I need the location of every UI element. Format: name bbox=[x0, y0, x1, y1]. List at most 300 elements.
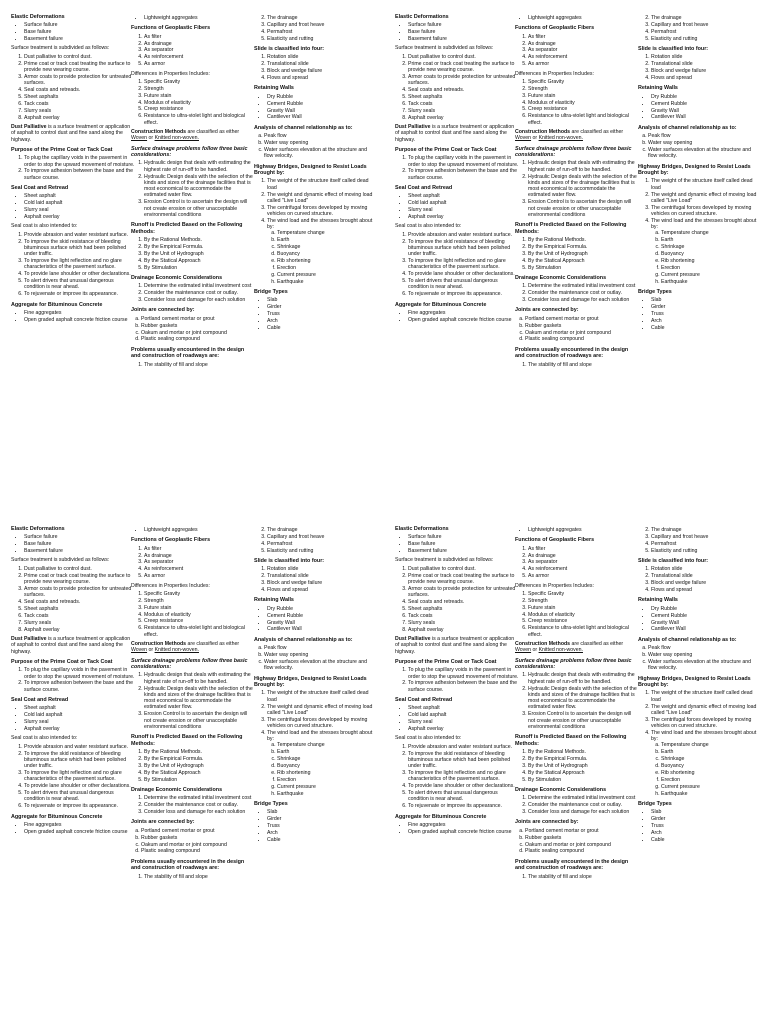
list-item bbox=[144, 777, 255, 783]
list-item bbox=[528, 553, 639, 559]
list-item-text: Gravity Wall bbox=[651, 619, 679, 626]
heading-aggregate: Aggregate for Bituminous Concrete bbox=[395, 813, 487, 820]
list-item-text: Cold laid asphalt bbox=[24, 200, 63, 207]
list-item-text: Dry Rubble bbox=[651, 605, 677, 612]
list-item-text: Rotation slide bbox=[651, 54, 683, 61]
list-item bbox=[144, 546, 255, 552]
list-item bbox=[144, 113, 255, 126]
list-item bbox=[267, 178, 374, 191]
seal-intended-intro: Seal coat is also intended to: bbox=[11, 735, 78, 742]
list-item bbox=[651, 823, 758, 829]
list-item bbox=[408, 803, 519, 809]
heading-surface-drainage: Surface drainage problems follow three basic considerations: bbox=[515, 145, 632, 158]
list-item-text: The weight and dynamic effect of moving load called "Live Load" bbox=[651, 191, 757, 204]
list-item-text: The stability of fill and slope bbox=[144, 361, 208, 368]
list-item bbox=[528, 749, 639, 755]
list-item-text: Oakum and mortar or joint compound bbox=[141, 841, 227, 848]
list-item bbox=[144, 297, 255, 303]
list-item: e. Rib shortening bbox=[661, 770, 758, 776]
list-item bbox=[528, 618, 639, 624]
list-item bbox=[24, 829, 135, 835]
heading-highway-bridges: Highway Bridges, Designed to Resist Loads Brought by: bbox=[254, 163, 367, 176]
list-item: e. Rib shortening bbox=[661, 258, 758, 264]
heading-drainage-economic: Drainage Economic Considerations bbox=[515, 786, 607, 793]
list-item bbox=[144, 527, 255, 533]
list-item-text: Lightweight aggregates bbox=[528, 527, 582, 533]
list-item bbox=[408, 705, 519, 711]
list-item bbox=[144, 566, 255, 572]
page-quadrant bbox=[0, 0, 384, 512]
list-item-text: By the Statical Approach bbox=[144, 769, 201, 776]
list-item-text: Future stain bbox=[528, 92, 556, 99]
list-item-text: As separator bbox=[144, 559, 174, 566]
list-item-text: Consider loss and damage for each solution bbox=[144, 809, 246, 816]
list-item-text: Gravity Wall bbox=[651, 107, 679, 114]
prime-coat-list bbox=[11, 667, 135, 693]
problems-list bbox=[131, 874, 255, 880]
list-item-text: Rubber gaskets bbox=[525, 322, 562, 329]
list-item bbox=[408, 627, 519, 633]
list-item-text: Provide abrasion and water resistant surface. bbox=[24, 231, 129, 238]
channel-analysis-list bbox=[254, 645, 374, 671]
list-item-text: Erosion Control is to ascertain the design will not create erosion or other unacceptable environmental conditions bbox=[144, 711, 248, 730]
list-item-text: Water way opening bbox=[264, 652, 309, 659]
column-1 bbox=[395, 526, 519, 838]
list-item bbox=[24, 620, 135, 626]
heading-slide: Slide is classified into four: bbox=[254, 557, 325, 564]
heading-channel-analysis: Analysis of channel relationship as to: bbox=[254, 124, 353, 131]
list-item-text: To provide lane shoulder or other declarations. bbox=[408, 271, 515, 278]
list-item-text: Slurry seals bbox=[24, 107, 52, 114]
list-item bbox=[24, 22, 135, 28]
heading-surface-drainage: Surface drainage problems follow three basic considerations: bbox=[515, 657, 632, 670]
list-item bbox=[408, 620, 519, 626]
list-item bbox=[651, 587, 758, 593]
list-item-text: Cantilever Wall bbox=[267, 626, 302, 633]
channel-analysis-list bbox=[254, 133, 374, 159]
list-item bbox=[651, 730, 758, 797]
elastic-list bbox=[395, 22, 519, 42]
list-item bbox=[408, 317, 519, 323]
list-item bbox=[24, 783, 135, 789]
list-item-text: Fine aggregates bbox=[408, 310, 446, 316]
seal-coat-list bbox=[11, 193, 135, 220]
list-item bbox=[144, 756, 255, 762]
list-item-text: As armor bbox=[528, 573, 550, 580]
heading-joints: Joints are connected by: bbox=[515, 819, 579, 826]
list-item bbox=[267, 690, 374, 703]
list-item bbox=[267, 548, 374, 554]
heading-channel-analysis: Analysis of channel relationship as to: bbox=[254, 636, 353, 643]
wind-stresses-list bbox=[267, 230, 374, 285]
list-item-text: Water way opening bbox=[648, 140, 693, 147]
bridge-types-list bbox=[638, 297, 758, 331]
list-item-text: Creep resistance bbox=[144, 618, 184, 625]
list-item-text: Cement Rubble bbox=[267, 612, 304, 619]
retaining-walls-list bbox=[254, 606, 374, 633]
list-item-text: By the Unit of Hydrograph bbox=[144, 250, 204, 257]
heading-seal-coat: Seal Coat and Retread bbox=[395, 696, 453, 703]
runoff-list bbox=[131, 237, 255, 271]
list-item bbox=[144, 244, 255, 250]
list-item bbox=[528, 174, 639, 199]
list-item bbox=[408, 155, 519, 168]
dust-palliative-term: Dust Palliative bbox=[395, 635, 431, 642]
list-item-text: Portland cement mortar or grout bbox=[141, 315, 215, 322]
list-item-text: Resistance to ultra-violet light and biological effect. bbox=[144, 625, 245, 638]
list-item-text: Girder bbox=[267, 816, 282, 823]
heading-aggregate: Aggregate for Bituminous Concrete bbox=[11, 813, 103, 820]
aggregate-list bbox=[395, 822, 519, 835]
heading-runoff: Runoff is Predicted Based on the Following Methods: bbox=[515, 222, 627, 235]
list-item bbox=[141, 330, 255, 336]
list-item-text: Asphalt overlay bbox=[408, 726, 444, 733]
list-item-text: Hydraulic Design deals with the selection of the kinds and sizes of the drainage facilities that is most economical to accommodate the estimated water flow. bbox=[144, 685, 253, 711]
list-item: a. Temperature change bbox=[661, 742, 758, 748]
list-item bbox=[651, 580, 758, 586]
list-item bbox=[651, 94, 758, 100]
list-item bbox=[267, 29, 374, 35]
heading-highway-bridges: Highway Bridges, Designed to Resist Loads Brought by: bbox=[638, 163, 751, 176]
list-item bbox=[525, 316, 639, 322]
knitted-text: Knitted non-woven. bbox=[538, 135, 583, 142]
list-item-text: Girder bbox=[651, 304, 666, 311]
column-3 bbox=[638, 526, 758, 846]
list-item bbox=[528, 79, 639, 85]
aggregate-list bbox=[11, 310, 135, 323]
list-item-text: Dust palliative to control dust. bbox=[408, 53, 476, 60]
prime-coat-list bbox=[395, 667, 519, 693]
list-item bbox=[24, 541, 135, 547]
woven-text: Woven bbox=[515, 135, 532, 142]
list-item-text: Base failure bbox=[408, 541, 436, 548]
list-item bbox=[528, 41, 639, 47]
list-item-text: Open graded asphalt concrete friction course bbox=[408, 828, 512, 835]
list-item bbox=[24, 258, 135, 271]
list-item bbox=[24, 548, 135, 554]
list-item-text: To rejuvenate or improve its appearance. bbox=[24, 291, 119, 298]
construction-methods-paragraph bbox=[131, 641, 255, 654]
list-item-text: Consider loss and damage for each solution bbox=[528, 809, 630, 816]
list-item bbox=[24, 726, 135, 732]
list-item bbox=[144, 763, 255, 769]
list-item-text: Dry Rubble bbox=[267, 93, 293, 100]
heading-seal-coat: Seal Coat and Retread bbox=[11, 184, 69, 191]
heading-joints: Joints are connected by: bbox=[131, 307, 195, 314]
heading-geoplastic-functions: Functions of Geoplastic Fibers bbox=[515, 25, 595, 32]
list-item-text: To plug the capillary voids in the pavement in order to stop the upward movement of moisture. bbox=[408, 155, 519, 168]
list-item bbox=[528, 86, 639, 92]
list-item bbox=[408, 36, 519, 42]
list-item-text: Slurry seals bbox=[408, 107, 436, 114]
list-item bbox=[408, 193, 519, 199]
list-item-text: Dry Rubble bbox=[267, 605, 293, 612]
list-item bbox=[408, 291, 519, 297]
list-item bbox=[24, 667, 135, 680]
elastic-list bbox=[11, 22, 135, 42]
column-3 bbox=[254, 526, 374, 846]
list-item bbox=[141, 842, 255, 848]
list-item: d. Buoyancy bbox=[277, 763, 374, 769]
column-3 bbox=[638, 14, 758, 334]
list-item-text: Hydraulic design that deals with estimating the highest rate of run-off to be handled. bbox=[528, 672, 635, 685]
list-item bbox=[24, 61, 135, 74]
list-item bbox=[24, 744, 135, 750]
heading-drainage-economic: Drainage Economic Considerations bbox=[515, 274, 607, 281]
list-item-text: Peak flow bbox=[264, 645, 287, 652]
list-item bbox=[264, 140, 374, 146]
construction-methods-term: Construction Methods bbox=[131, 128, 187, 135]
drainage-economic-list bbox=[515, 283, 639, 303]
list-item-text: Asphalt overlay bbox=[408, 214, 444, 221]
list-item bbox=[408, 573, 519, 586]
list-item-text: To plug the capillary voids in the pavement in order to stop the upward movement of moisture. bbox=[24, 667, 135, 680]
list-item bbox=[267, 75, 374, 81]
list-item bbox=[528, 258, 639, 264]
list-item-text: Asphalt overlay bbox=[24, 626, 60, 633]
geoplastic-functions-list bbox=[515, 34, 639, 68]
list-item bbox=[267, 22, 374, 28]
list-item-text: Tack coats bbox=[24, 612, 49, 619]
list-item-text: Translational slide bbox=[267, 61, 309, 68]
retaining-walls-list bbox=[254, 94, 374, 121]
differences-list bbox=[131, 591, 255, 638]
heading-runoff: Runoff is Predicted Based on the Following Methods: bbox=[131, 222, 243, 235]
list-item-text: As drainage bbox=[144, 552, 172, 559]
differences-list bbox=[131, 79, 255, 126]
list-item bbox=[267, 297, 374, 303]
list-item-text: As drainage bbox=[144, 40, 172, 47]
list-item-text: By the Rational Methods. bbox=[528, 236, 586, 243]
list-item bbox=[651, 809, 758, 815]
list-item-text: Cold laid asphalt bbox=[24, 712, 63, 719]
list-item bbox=[24, 680, 135, 693]
list-item bbox=[144, 573, 255, 579]
list-item bbox=[651, 816, 758, 822]
list-item: h. Earthquake bbox=[661, 279, 758, 285]
list-item bbox=[408, 87, 519, 93]
dust-palliative-text: is a surface treatment or application of asphalt to control dust and fine sand along the highway. bbox=[11, 123, 131, 143]
list-item bbox=[408, 599, 519, 605]
list-item-text: Arch bbox=[651, 830, 662, 837]
list-item bbox=[267, 823, 374, 829]
list-item bbox=[651, 205, 758, 218]
list-item-text: Basement failure bbox=[408, 548, 447, 555]
list-item-text: To alert drivers that unusual dangerous condition is near ahead. bbox=[408, 278, 498, 291]
list-item bbox=[528, 265, 639, 271]
list-item-text: Sheet asphalt bbox=[24, 705, 56, 712]
list-item bbox=[528, 362, 639, 368]
list-item bbox=[267, 613, 374, 619]
list-item bbox=[24, 94, 135, 100]
highway-bridges-list bbox=[638, 178, 758, 285]
list-item bbox=[24, 705, 135, 711]
list-item bbox=[24, 573, 135, 586]
heading-prime-coat: Purpose of the Prime Coat or Tack Coat bbox=[11, 146, 113, 153]
column-1 bbox=[395, 14, 519, 326]
list-item: h. Earthquake bbox=[277, 279, 374, 285]
list-item-text: As filter bbox=[528, 545, 546, 552]
list-item-text: Seal coats and retreads. bbox=[408, 87, 465, 94]
problems-continued-list bbox=[638, 15, 758, 42]
list-item-text: To improve the skid resistance of bleeding bituminous surface which had been polished under traffic. bbox=[408, 750, 511, 770]
lightweight-list bbox=[515, 527, 639, 533]
list-item bbox=[528, 711, 639, 730]
list-item bbox=[408, 207, 519, 213]
or-text: or bbox=[531, 135, 539, 142]
list-item bbox=[408, 94, 519, 100]
list-item-text: Resistance to ultra-violet light and biological effect. bbox=[528, 625, 629, 638]
surface-drainage-list bbox=[515, 672, 639, 730]
list-item bbox=[267, 541, 374, 547]
list-item bbox=[528, 54, 639, 60]
lightweight-list bbox=[131, 15, 255, 21]
list-item bbox=[528, 777, 639, 783]
seal-coat-list bbox=[11, 705, 135, 732]
list-item bbox=[144, 795, 255, 801]
list-item bbox=[408, 680, 519, 693]
list-item-text: Elasticity and rutting bbox=[651, 547, 698, 554]
heading-retaining-walls: Retaining Walls bbox=[254, 85, 294, 92]
heading-surface-drainage: Surface drainage problems follow three basic considerations: bbox=[131, 145, 248, 158]
list-item-text: Basement failure bbox=[24, 548, 63, 555]
list-item bbox=[651, 61, 758, 67]
list-item-text: Water surfaces elevation at the structure and flow velocity. bbox=[264, 146, 368, 160]
list-item-text: The centrifugal forces developed by moving vehicles on curved structure. bbox=[267, 204, 368, 217]
list-item-text: As armor bbox=[144, 61, 166, 68]
list-item bbox=[528, 573, 639, 579]
list-item-text: The weight of the structure itself called dead load bbox=[651, 690, 753, 703]
differences-intro: Differences in Properties Includes: bbox=[131, 582, 210, 589]
list-item bbox=[264, 659, 374, 672]
list-item-text: Asphalt overlay bbox=[408, 626, 444, 633]
heading-geoplastic-functions: Functions of Geoplastic Fibers bbox=[515, 537, 595, 544]
list-item-text: Cold laid asphalt bbox=[408, 200, 447, 207]
list-item-text: Portland cement mortar or grout bbox=[525, 827, 599, 834]
list-item-text: To alert drivers that unusual dangerous condition is near ahead. bbox=[24, 790, 114, 803]
list-item bbox=[408, 115, 519, 121]
list-item-text: Sheet asphalt bbox=[24, 193, 56, 200]
list-item bbox=[408, 168, 519, 181]
list-item bbox=[525, 835, 639, 841]
list-item bbox=[144, 749, 255, 755]
list-item-text: To improve the skid resistance of bleeding bituminous surface which had been polished under traffic. bbox=[408, 238, 511, 258]
knitted-text: Knitted non-woven. bbox=[154, 135, 199, 142]
list-item bbox=[267, 580, 374, 586]
list-item-text: To improve the skid resistance of bleeding bituminous surface which had been polished under traffic. bbox=[24, 750, 127, 770]
seal-intended-intro: Seal coat is also intended to: bbox=[395, 223, 462, 230]
heading-bridge-types: Bridge Types bbox=[254, 801, 288, 807]
list-item-text: The drainage bbox=[651, 527, 682, 533]
prime-coat-list bbox=[11, 155, 135, 181]
list-item bbox=[144, 874, 255, 880]
list-item bbox=[651, 620, 758, 626]
list-item bbox=[144, 199, 255, 218]
problems-list bbox=[131, 362, 255, 368]
prime-coat-list bbox=[395, 155, 519, 181]
list-item-text: Tack coats bbox=[408, 100, 433, 107]
list-item bbox=[408, 108, 519, 114]
list-item-text: As drainage bbox=[528, 40, 556, 47]
list-item bbox=[144, 362, 255, 368]
list-item-text: Dust palliative to control dust. bbox=[24, 565, 92, 572]
heading-seal-coat: Seal Coat and Retread bbox=[11, 696, 69, 703]
list-item-text: Water way opening bbox=[264, 140, 309, 147]
list-item bbox=[267, 620, 374, 626]
list-item bbox=[24, 232, 135, 238]
list-item bbox=[267, 218, 374, 285]
list-item bbox=[267, 626, 374, 632]
list-item: g. Current pressure bbox=[277, 784, 374, 790]
list-item-text: Lightweight aggregates bbox=[144, 527, 198, 533]
or-text: or bbox=[531, 647, 539, 654]
page-quadrant bbox=[384, 512, 768, 1024]
construction-methods-paragraph bbox=[131, 129, 255, 142]
list-item bbox=[144, 79, 255, 85]
surface-treatment-list bbox=[11, 566, 135, 633]
list-item bbox=[528, 591, 639, 597]
list-item-text: To plug the capillary voids in the pavement in order to stop the upward movement of moisture. bbox=[24, 155, 135, 168]
list-item-text: Arch bbox=[267, 318, 278, 325]
list-item bbox=[528, 612, 639, 618]
list-item bbox=[408, 770, 519, 783]
list-item-text: Block and wedge failure bbox=[267, 68, 323, 75]
list-item bbox=[651, 297, 758, 303]
list-item-text: Lightweight aggregates bbox=[528, 15, 582, 21]
heading-runoff: Runoff is Predicted Based on the Following Methods: bbox=[131, 734, 243, 747]
drainage-economic-list bbox=[515, 795, 639, 815]
list-item-text: Hydraulic design that deals with estimating the highest rate of run-off to be handled. bbox=[144, 672, 251, 685]
list-item-text: The wind load and the stresses brought about by: bbox=[267, 729, 373, 743]
list-item bbox=[528, 34, 639, 40]
heading-drainage-economic: Drainage Economic Considerations bbox=[131, 274, 223, 281]
heading-retaining-walls: Retaining Walls bbox=[638, 85, 678, 92]
list-item bbox=[648, 652, 758, 658]
list-item bbox=[648, 133, 758, 139]
heading-problems: Problems usually encountered in the design and construction of roadways are: bbox=[515, 858, 629, 872]
list-item-text: Slurry seal bbox=[24, 207, 49, 214]
heading-prime-coat: Purpose of the Prime Coat or Tack Coat bbox=[11, 658, 113, 665]
list-item bbox=[24, 599, 135, 605]
list-item-text: Consider loss and damage for each solution bbox=[528, 297, 630, 304]
list-item-text: Oakum and mortar or joint compound bbox=[525, 841, 611, 848]
list-item-text: Rubber gaskets bbox=[525, 834, 562, 841]
surface-treatment-intro: Surface treatment is subdivided as follows: bbox=[395, 557, 494, 564]
list-item-text: Water surfaces elevation at the structure and flow velocity. bbox=[648, 658, 752, 672]
list-item-text: Consider the maintenance cost or outlay. bbox=[144, 290, 238, 297]
list-item bbox=[24, 74, 135, 87]
list-item-text: Sheet asphalts bbox=[24, 93, 59, 100]
list-item-text: Flows and spread bbox=[651, 587, 692, 594]
list-item-text: By Stimulation bbox=[528, 264, 562, 271]
list-item-text: Arch bbox=[267, 830, 278, 837]
list-item bbox=[651, 626, 758, 632]
heading-runoff: Runoff is Predicted Based on the Following Methods: bbox=[515, 734, 627, 747]
list-item bbox=[264, 133, 374, 139]
list-item-text: Modulus of elasticity bbox=[144, 611, 191, 618]
list-item-text: To improve adhesion between the base and the surface course. bbox=[24, 680, 134, 693]
list-item bbox=[144, 598, 255, 604]
dust-palliative-text: is a surface treatment or application of asphalt to control dust and fine sand along the highway. bbox=[395, 635, 515, 655]
list-item-text: Modulus of elasticity bbox=[144, 99, 191, 106]
list-item bbox=[267, 54, 374, 60]
list-item bbox=[651, 101, 758, 107]
list-item bbox=[141, 336, 255, 342]
dust-palliative-paragraph bbox=[395, 636, 519, 655]
list-item: b. Earth bbox=[661, 237, 758, 243]
list-item: g. Current pressure bbox=[277, 272, 374, 278]
list-item bbox=[528, 686, 639, 711]
